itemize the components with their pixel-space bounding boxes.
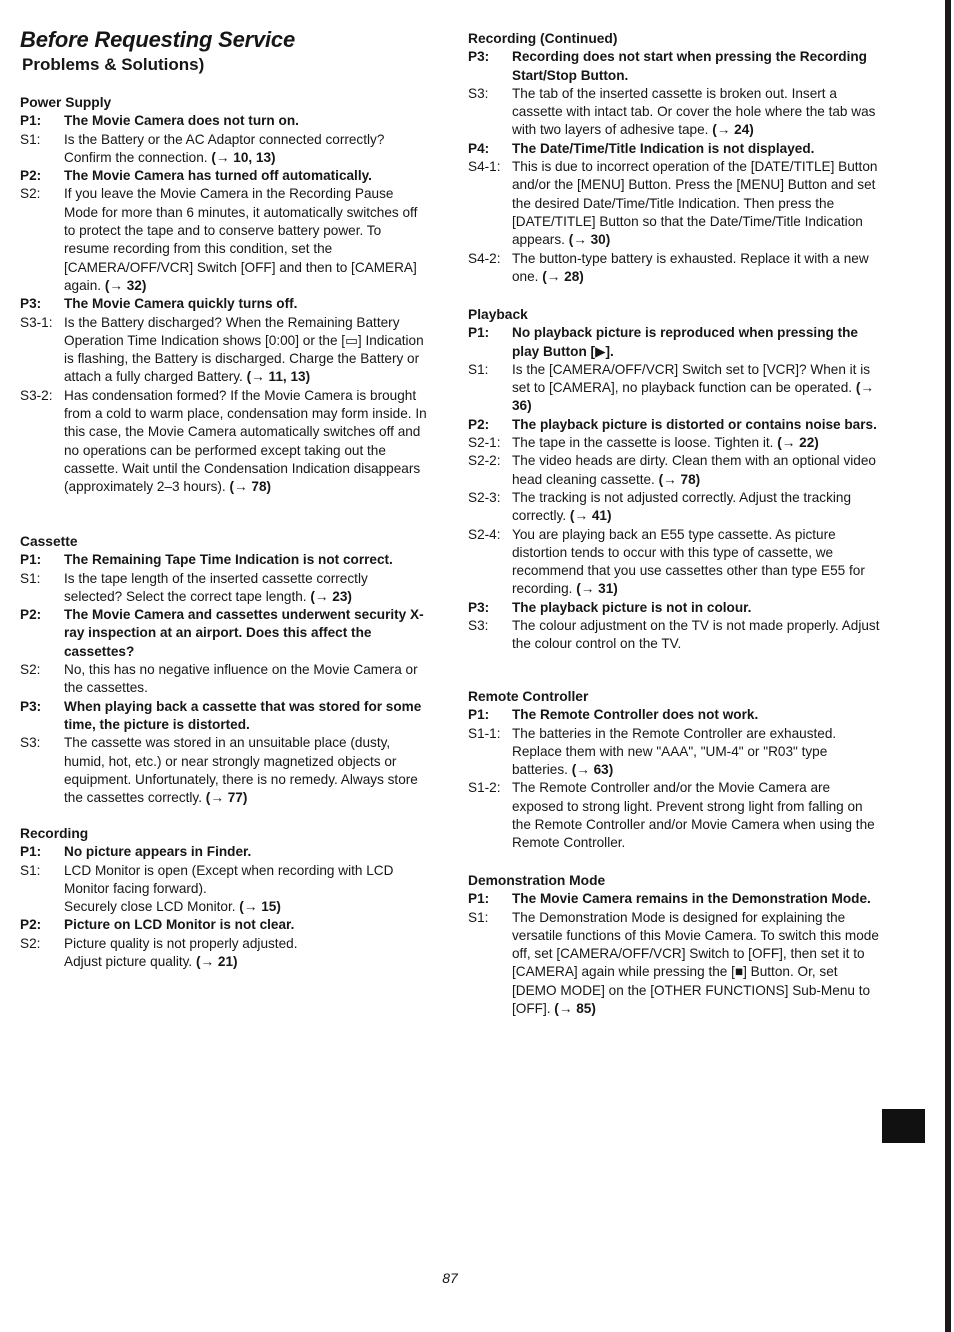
row-text: LCD Monitor is open (Except when recording with LCD Monitor facing forward). [64, 862, 394, 896]
solution-row [468, 85, 880, 140]
row-text-wrap [64, 295, 428, 313]
problem-row [20, 606, 428, 661]
row-text: The Remaining Tape Time Indication is not correct. [64, 552, 393, 568]
problem-row [468, 416, 880, 434]
page-reference: (→ 24) [712, 122, 754, 138]
row-text-wrap [64, 570, 428, 607]
row-text-wrap [512, 324, 880, 361]
solution-row [20, 314, 428, 387]
row-text-wrap [64, 131, 428, 168]
row-label: S1: [20, 131, 41, 147]
solution-row [20, 862, 428, 899]
row-label: P2: [468, 416, 490, 432]
troubleshoot-section [20, 94, 428, 497]
row-text: The Movie Camera and cassettes underwent security X-ray inspection at an airport. Does this affect the cassettes? [64, 607, 424, 659]
row-text: Securely close LCD Monitor. [64, 899, 236, 915]
problem-row [20, 843, 428, 861]
troubleshoot-section [468, 30, 880, 286]
row-text: The playback picture is not in colour. [512, 599, 752, 615]
problem-row [20, 167, 428, 185]
troubleshoot-section [468, 306, 880, 654]
section-heading: Recording (Continued) [468, 31, 618, 46]
row-text-wrap [512, 526, 880, 599]
section-tab-marker [882, 1109, 925, 1143]
row-label: P2: [20, 607, 42, 623]
page-reference: (→ 41) [569, 508, 612, 524]
row-label: S2-1: [468, 435, 501, 451]
row-text: The Movie Camera does not turn on. [64, 113, 299, 129]
page-reference: (→ 78) [229, 479, 272, 495]
page-reference: (→ 32) [104, 277, 147, 293]
row-text-wrap [64, 387, 428, 497]
solution-row [468, 526, 880, 599]
row-label: P4: [468, 140, 490, 156]
page-reference: (→ 28) [542, 268, 584, 284]
section-heading: Cassette [20, 534, 78, 549]
row-text-wrap [64, 167, 428, 185]
solution-row [468, 452, 880, 489]
page-title: Before Requesting Service [20, 27, 295, 52]
row-text: The Date/Time/Title Indication is not displayed. [512, 140, 815, 156]
row-text-wrap [64, 314, 428, 387]
row-text-wrap [64, 606, 428, 661]
row-text-wrap [64, 953, 428, 971]
page-reference: (→ 10, 13) [211, 149, 276, 165]
row-text-wrap [512, 909, 880, 1019]
row-label: P2: [20, 917, 42, 933]
page-reference: (→ 15) [239, 899, 281, 915]
row-label: S2: [20, 186, 41, 202]
solution-row [20, 661, 428, 698]
row-text-wrap [64, 935, 428, 953]
row-text-wrap [512, 779, 880, 852]
row-text-wrap [512, 48, 880, 85]
page-subtitle: Problems & Solutions) [22, 55, 205, 74]
row-text-wrap [512, 890, 880, 908]
row-text: Is the [CAMERA/OFF/VCR] Switch set to [VCR]? When it is set to [CAMERA], no playback function can be operated. [512, 361, 871, 396]
row-text-wrap [512, 140, 880, 158]
page-reference: (→ 22) [777, 435, 819, 451]
row-text-wrap [512, 725, 880, 780]
row-text: The Demonstration Mode is designed for explaining the versatile functions of this Movie Camera. To switch this mode off, set [CAMERA/OFF/VCR] Switch to [OFF], then set it to [CAMERA] again while pressing the [■] Button. Or, set [DEMO MODE] on the [OTHER FUNCTIONS] Sub-Menu to [OFF]. [512, 909, 879, 1017]
row-text-wrap [64, 862, 428, 899]
row-label: S3-2: [20, 387, 53, 403]
problem-row [468, 140, 880, 158]
solution-row [20, 734, 428, 807]
row-text: The colour adjustment on the TV is not made properly. Adjust the colour control on the TV. [512, 618, 880, 652]
row-label: S1-1: [468, 725, 501, 741]
solution-row [468, 361, 880, 416]
row-label: P3: [468, 599, 490, 615]
row-text: When playing back a cassette that was stored for some time, the picture is distorted. [64, 698, 422, 732]
page-number: 87 [442, 1270, 458, 1286]
row-text: Is the Battery discharged? When the Remaining Battery Operation Time Indication shows [0:00] or the [▭] Indication is flashing, the Battery is discharged. Charge the Battery or attach a fully charged Battery. [64, 314, 424, 385]
row-text-wrap [512, 489, 880, 526]
troubleshoot-section [468, 872, 880, 1018]
row-label: S1: [20, 862, 41, 878]
row-text: The Remote Controller does not work. [512, 707, 759, 723]
row-label: S2: [20, 935, 41, 951]
problem-row [20, 916, 428, 934]
row-text-wrap [64, 843, 428, 861]
solution-row [20, 898, 428, 916]
problem-row [20, 112, 428, 130]
row-label: S1: [20, 570, 41, 586]
section-heading: Demonstration Mode [468, 873, 606, 888]
section-heading: Recording [20, 826, 89, 841]
row-label: S4-2: [468, 250, 501, 266]
troubleshoot-section [468, 688, 880, 853]
solution-row [20, 131, 428, 168]
row-text: The tracking is not adjusted correctly. Adjust the tracking correctly. [512, 489, 851, 524]
row-text-wrap [64, 112, 428, 130]
row-text-wrap [64, 661, 428, 698]
row-label: P1: [468, 891, 490, 907]
troubleshoot-section [20, 533, 428, 807]
row-label: P1: [20, 552, 42, 568]
row-text-wrap [64, 551, 428, 569]
row-text-wrap [64, 898, 428, 916]
solution-row [20, 185, 428, 295]
page-reference: (→ 63) [571, 762, 614, 778]
solution-row [468, 909, 880, 1019]
row-text-wrap [64, 734, 428, 807]
section-heading: Playback [468, 307, 528, 322]
solution-row [20, 570, 428, 607]
solution-row [20, 387, 428, 497]
row-text-wrap [512, 361, 880, 416]
row-text-wrap [512, 250, 880, 287]
page-reference: (→ 78) [658, 471, 701, 487]
solution-row [468, 489, 880, 526]
row-text: The cassette was stored in an unsuitable place (dusty, humid, hot, etc.) or near strongly magnetized objects or equipment. Unfortunately, there is no remedy. Always store the cassettes correctly. [64, 735, 418, 806]
row-label: P1: [20, 113, 42, 129]
row-text: The Movie Camera quickly turns off. [64, 296, 298, 312]
solution-row [468, 250, 880, 287]
row-text: No picture appears in Finder. [64, 844, 252, 860]
row-text: The batteries in the Remote Controller are exhausted. Replace them with new "AAA", "UM-4" or "R03" type batteries. [512, 725, 837, 778]
row-label: S3: [468, 85, 489, 101]
row-label: S3: [468, 618, 489, 634]
row-label: P1: [468, 707, 490, 723]
row-label: P3: [20, 698, 42, 714]
row-text-wrap [64, 698, 428, 735]
row-text: The tab of the inserted cassette is broken out. Insert a cassette with intact tab. Or cover the hole where the tab was with two layers of adhesive tape. [512, 85, 876, 138]
row-text: No playback picture is reproduced when pressing the play Button [▶]. [512, 325, 858, 359]
problem-row [468, 324, 880, 361]
problem-row [468, 706, 880, 724]
row-text: The button-type battery is exhausted. Replace it with a new one. [512, 250, 869, 284]
row-text-wrap [64, 185, 428, 295]
solution-row [468, 725, 880, 780]
page-reference: (→ 77) [205, 790, 248, 806]
row-text-wrap [512, 416, 880, 434]
row-label: S2-4: [468, 526, 501, 542]
row-text: The video heads are dirty. Clean them with an optional video head cleaning cassette. [512, 453, 876, 487]
page-reference: (→ 36) [512, 380, 874, 414]
row-text: Recording does not start when pressing the Recording Start/Stop Button. [512, 49, 867, 83]
solution-row [20, 953, 428, 971]
row-label: S4-1: [468, 159, 501, 175]
row-text: The Movie Camera has turned off automatically. [64, 168, 372, 184]
row-text: You are playing back an E55 type cassette. As picture distortion tends to occur with this type of cassette, we recommend that you use cassettes other than type E55 for recording. [512, 526, 865, 597]
row-text-wrap [512, 599, 880, 617]
row-label: S1-2: [468, 780, 501, 796]
row-label: S2-2: [468, 453, 501, 469]
row-text: The Movie Camera remains in the Demonstration Mode. [512, 891, 871, 907]
row-text-wrap [512, 452, 880, 489]
row-text-wrap [512, 158, 880, 249]
page-reference: (→ 30) [568, 232, 611, 248]
page-edge-bar [945, 0, 951, 1332]
page-reference: (→ 21) [195, 954, 238, 970]
row-label: S3: [20, 735, 41, 751]
row-text: No, this has no negative influence on the Movie Camera or the cassettes. [64, 662, 418, 696]
page-reference: (→ 85) [554, 1001, 596, 1017]
row-text: Has condensation formed? If the Movie Camera is brought from a cold to warm place, condensation may form inside. In this case, the Movie Camera automatically switches off and no operations can be performed except taking out the cassette. Wait until the Condensation Indication disappears (approximately 2–3 hours). [64, 387, 427, 495]
row-label: P3: [20, 296, 42, 312]
row-text: Picture quality is not properly adjusted. [64, 935, 298, 951]
problem-row [468, 890, 880, 908]
solution-row [468, 779, 880, 852]
row-label: P2: [20, 168, 42, 184]
row-label [20, 953, 64, 971]
row-label: P1: [20, 844, 42, 860]
row-text: The playback picture is distorted or contains noise bars. [512, 416, 877, 432]
troubleshoot-section [20, 825, 428, 971]
problem-row [20, 551, 428, 569]
row-text: The tape in the cassette is loose. Tighten it. [512, 435, 774, 451]
row-label: P1: [468, 325, 490, 341]
row-text: Is the Battery or the AC Adaptor connected correctly? Confirm the connection. [64, 131, 385, 165]
page-reference: (→ 23) [310, 588, 352, 604]
row-text: The Remote Controller and/or the Movie Camera are exposed to strong light. Prevent strong light from falling on the Remote Controller and/or Movie Camera when using the Remote Controller. [512, 780, 875, 851]
row-text: This is due to incorrect operation of the [DATE/TITLE] Button and/or the [MENU] Button. Press the [MENU] Button and set the desired Date/Time/Title Indication. Then press the [DATE/TITLE] Button so that the Date/Time/Title Indication appears. [512, 159, 878, 248]
solution-row [468, 434, 880, 452]
page-reference: (→ 11, 13) [246, 369, 311, 385]
row-text-wrap [512, 434, 880, 452]
problem-row [20, 295, 428, 313]
row-label: S3-1: [20, 314, 53, 330]
solution-row [468, 617, 880, 654]
solution-row [20, 935, 428, 953]
problem-row [468, 599, 880, 617]
row-text: If you leave the Movie Camera in the Recording Pause Mode for more than 6 minutes, it automatically switches off to protect the tape and to conserve battery power. To resume recording from this condition, set the [CAMERA/OFF/VCR] Switch [OFF] and then to [CAMERA] again. [64, 186, 418, 293]
row-label: S1: [468, 909, 489, 925]
problem-row [468, 48, 880, 85]
row-text-wrap [512, 85, 880, 140]
section-heading: Remote Controller [468, 689, 589, 704]
section-heading: Power Supply [20, 95, 112, 110]
solution-row [468, 158, 880, 249]
row-label: P3: [468, 49, 490, 65]
row-label [20, 898, 64, 916]
row-text: Is the tape length of the inserted cassette correctly selected? Select the correct tape length. [64, 570, 368, 604]
row-text-wrap [512, 706, 880, 724]
row-text-wrap [64, 916, 428, 934]
row-text-wrap [512, 617, 880, 654]
problem-row [20, 698, 428, 735]
row-text: Adjust picture quality. [64, 954, 193, 970]
row-text: Picture on LCD Monitor is not clear. [64, 917, 295, 933]
row-label: S1: [468, 361, 489, 377]
row-label: S2: [20, 662, 41, 678]
row-label: S2-3: [468, 489, 501, 505]
page-reference: (→ 31) [576, 581, 618, 597]
